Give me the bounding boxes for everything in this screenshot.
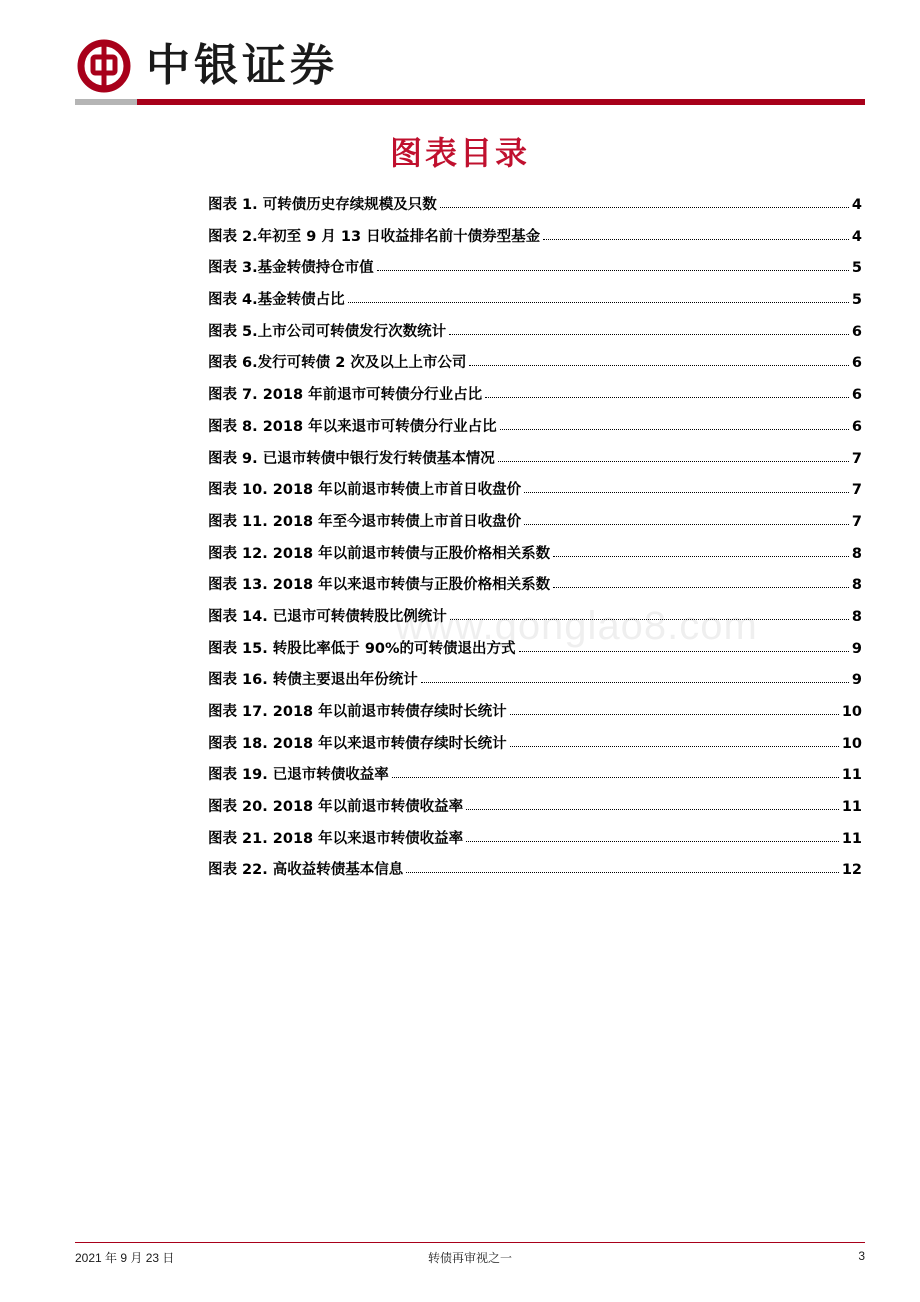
footer-rule	[75, 1242, 865, 1243]
toc-entry-title: 图表 15. 转股比率低于 90%的可转债退出方式	[208, 640, 516, 657]
page-footer	[75, 1249, 865, 1267]
toc-entry-title: 图表 3.基金转债持仓市值	[208, 260, 374, 277]
toc-entry-title: 图表 9. 已退市转债中银行发行转债基本情况	[208, 450, 495, 467]
toc-dot-leader	[485, 395, 849, 398]
toc-entry-page: 9	[851, 640, 862, 657]
toc-entry-title: 图表 10. 2018 年以前退市转债上市首日收盘价	[208, 482, 522, 499]
toc-dot-leader	[524, 522, 849, 525]
toc-dot-leader	[348, 300, 849, 303]
toc-entry-title: 图表 16. 转债主要退出年份统计	[208, 672, 418, 689]
toc-entry[interactable]	[208, 824, 862, 856]
footer-report-title: 转债再审视之一	[427, 1251, 512, 1265]
toc-entry-page: 6	[851, 418, 862, 435]
toc-entry-page: 4	[851, 228, 862, 245]
toc-entry[interactable]	[208, 507, 862, 539]
toc-entry[interactable]	[208, 412, 862, 444]
toc-entry[interactable]	[208, 190, 862, 222]
toc-entry-title: 图表 4.基金转债占比	[208, 292, 345, 309]
toc-dot-leader	[500, 427, 849, 430]
toc-entry[interactable]	[208, 380, 862, 412]
toc-dot-leader	[553, 554, 849, 557]
toc-dot-leader	[406, 870, 839, 873]
toc-dot-leader	[377, 268, 849, 271]
toc-dot-leader	[449, 332, 849, 335]
header-rule-red	[137, 99, 865, 105]
toc-entry[interactable]	[208, 253, 862, 285]
toc-entry[interactable]	[208, 539, 862, 571]
toc-entry[interactable]	[208, 570, 862, 602]
toc-entry-title: 图表 18. 2018 年以来退市转债存续时长统计	[208, 735, 507, 752]
toc-entry-page: 10	[841, 704, 862, 720]
toc-dot-leader	[553, 585, 849, 588]
toc-entry-title: 图表 2.年初至 9 月 13 日收益排名前十债券型基金	[208, 228, 541, 245]
toc-dot-leader	[510, 744, 839, 747]
toc-entry-page: 10	[841, 735, 862, 752]
toc-entry-page: 9	[851, 672, 862, 689]
toc-entry-page: 11	[841, 767, 862, 784]
toc-entry[interactable]	[208, 697, 862, 729]
table-of-figures	[208, 190, 862, 887]
toc-entry[interactable]	[208, 855, 862, 887]
toc-entry-title: 图表 20. 2018 年以前退市转债收益率	[208, 799, 464, 816]
toc-entry-page: 7	[851, 513, 862, 530]
toc-entry-title: 图表 17. 2018 年以前退市转债存续时长统计	[208, 704, 507, 720]
toc-entry-title: 图表 7. 2018 年前退市可转债分行业占比	[208, 387, 483, 404]
bank-of-china-logo-icon	[76, 38, 132, 94]
toc-entry[interactable]	[208, 222, 862, 254]
toc-entry-page: 6	[851, 355, 862, 372]
toc-entry-title: 图表 22. 高收益转债基本信息	[208, 862, 404, 879]
toc-dot-leader	[519, 649, 849, 652]
toc-entry[interactable]	[208, 348, 862, 380]
toc-entry-page: 12	[841, 862, 862, 879]
toc-entry-page: 11	[841, 830, 862, 847]
header-rule-gray	[75, 99, 137, 105]
toc-entry-page: 8	[851, 545, 862, 562]
toc-entry-title: 图表 14. 已退市可转债转股比例统计	[208, 608, 447, 625]
toc-entry-page: 5	[851, 292, 862, 309]
footer-page-number: 3	[858, 1249, 865, 1263]
toc-entry-page: 7	[851, 450, 862, 467]
toc-entry-title: 图表 21. 2018 年以来退市转债收益率	[208, 830, 464, 847]
toc-dot-leader	[524, 490, 849, 493]
brand-name: 中银证券	[146, 40, 338, 91]
toc-entry[interactable]	[208, 475, 862, 507]
toc-entry[interactable]	[208, 665, 862, 697]
toc-entry-title: 图表 19. 已退市转债收益率	[208, 767, 389, 784]
toc-entry[interactable]	[208, 317, 862, 349]
toc-dot-leader	[469, 363, 849, 366]
toc-dot-leader	[510, 712, 839, 715]
toc-entry[interactable]	[208, 729, 862, 761]
page-title: 图表目录	[389, 134, 530, 172]
toc-dot-leader	[466, 807, 839, 810]
toc-entry-title: 图表 12. 2018 年以前退市转债与正股价格相关系数	[208, 545, 551, 562]
toc-entry[interactable]	[208, 444, 862, 476]
toc-dot-leader	[466, 839, 839, 842]
toc-entry[interactable]	[208, 285, 862, 317]
toc-entry-title: 图表 13. 2018 年以来退市转债与正股价格相关系数	[208, 577, 551, 594]
toc-entry-title: 图表 11. 2018 年至今退市转债上市首日收盘价	[208, 513, 522, 530]
toc-entry-page: 8	[851, 608, 862, 625]
toc-dot-leader	[543, 237, 849, 240]
page-header	[0, 0, 920, 110]
toc-entry-page: 6	[851, 323, 862, 340]
footer-date: 2021 年 9 月 23 日	[75, 1251, 175, 1265]
toc-entry-title: 图表 5.上市公司可转债发行次数统计	[208, 323, 447, 340]
toc-entry-page: 4	[851, 197, 862, 213]
toc-dot-leader	[440, 205, 849, 208]
toc-entry-title: 图表 1. 可转债历史存续规模及只数	[208, 197, 437, 213]
toc-dot-leader	[498, 459, 849, 462]
toc-entry[interactable]	[208, 760, 862, 792]
toc-entry-page: 8	[851, 577, 862, 594]
toc-entry-title: 图表 8. 2018 年以来退市可转债分行业占比	[208, 418, 497, 435]
toc-entry-page: 5	[851, 260, 862, 277]
toc-entry[interactable]	[208, 792, 862, 824]
watermark: www.gonglao8.com	[395, 604, 758, 648]
toc-entry-page: 11	[841, 799, 862, 816]
toc-dot-leader	[421, 680, 849, 683]
toc-entry-page: 7	[851, 482, 862, 499]
toc-entry-page: 6	[851, 387, 862, 404]
toc-dot-leader	[392, 775, 839, 778]
toc-entry-title: 图表 6.发行可转债 2 次及以上上市公司	[208, 355, 467, 372]
